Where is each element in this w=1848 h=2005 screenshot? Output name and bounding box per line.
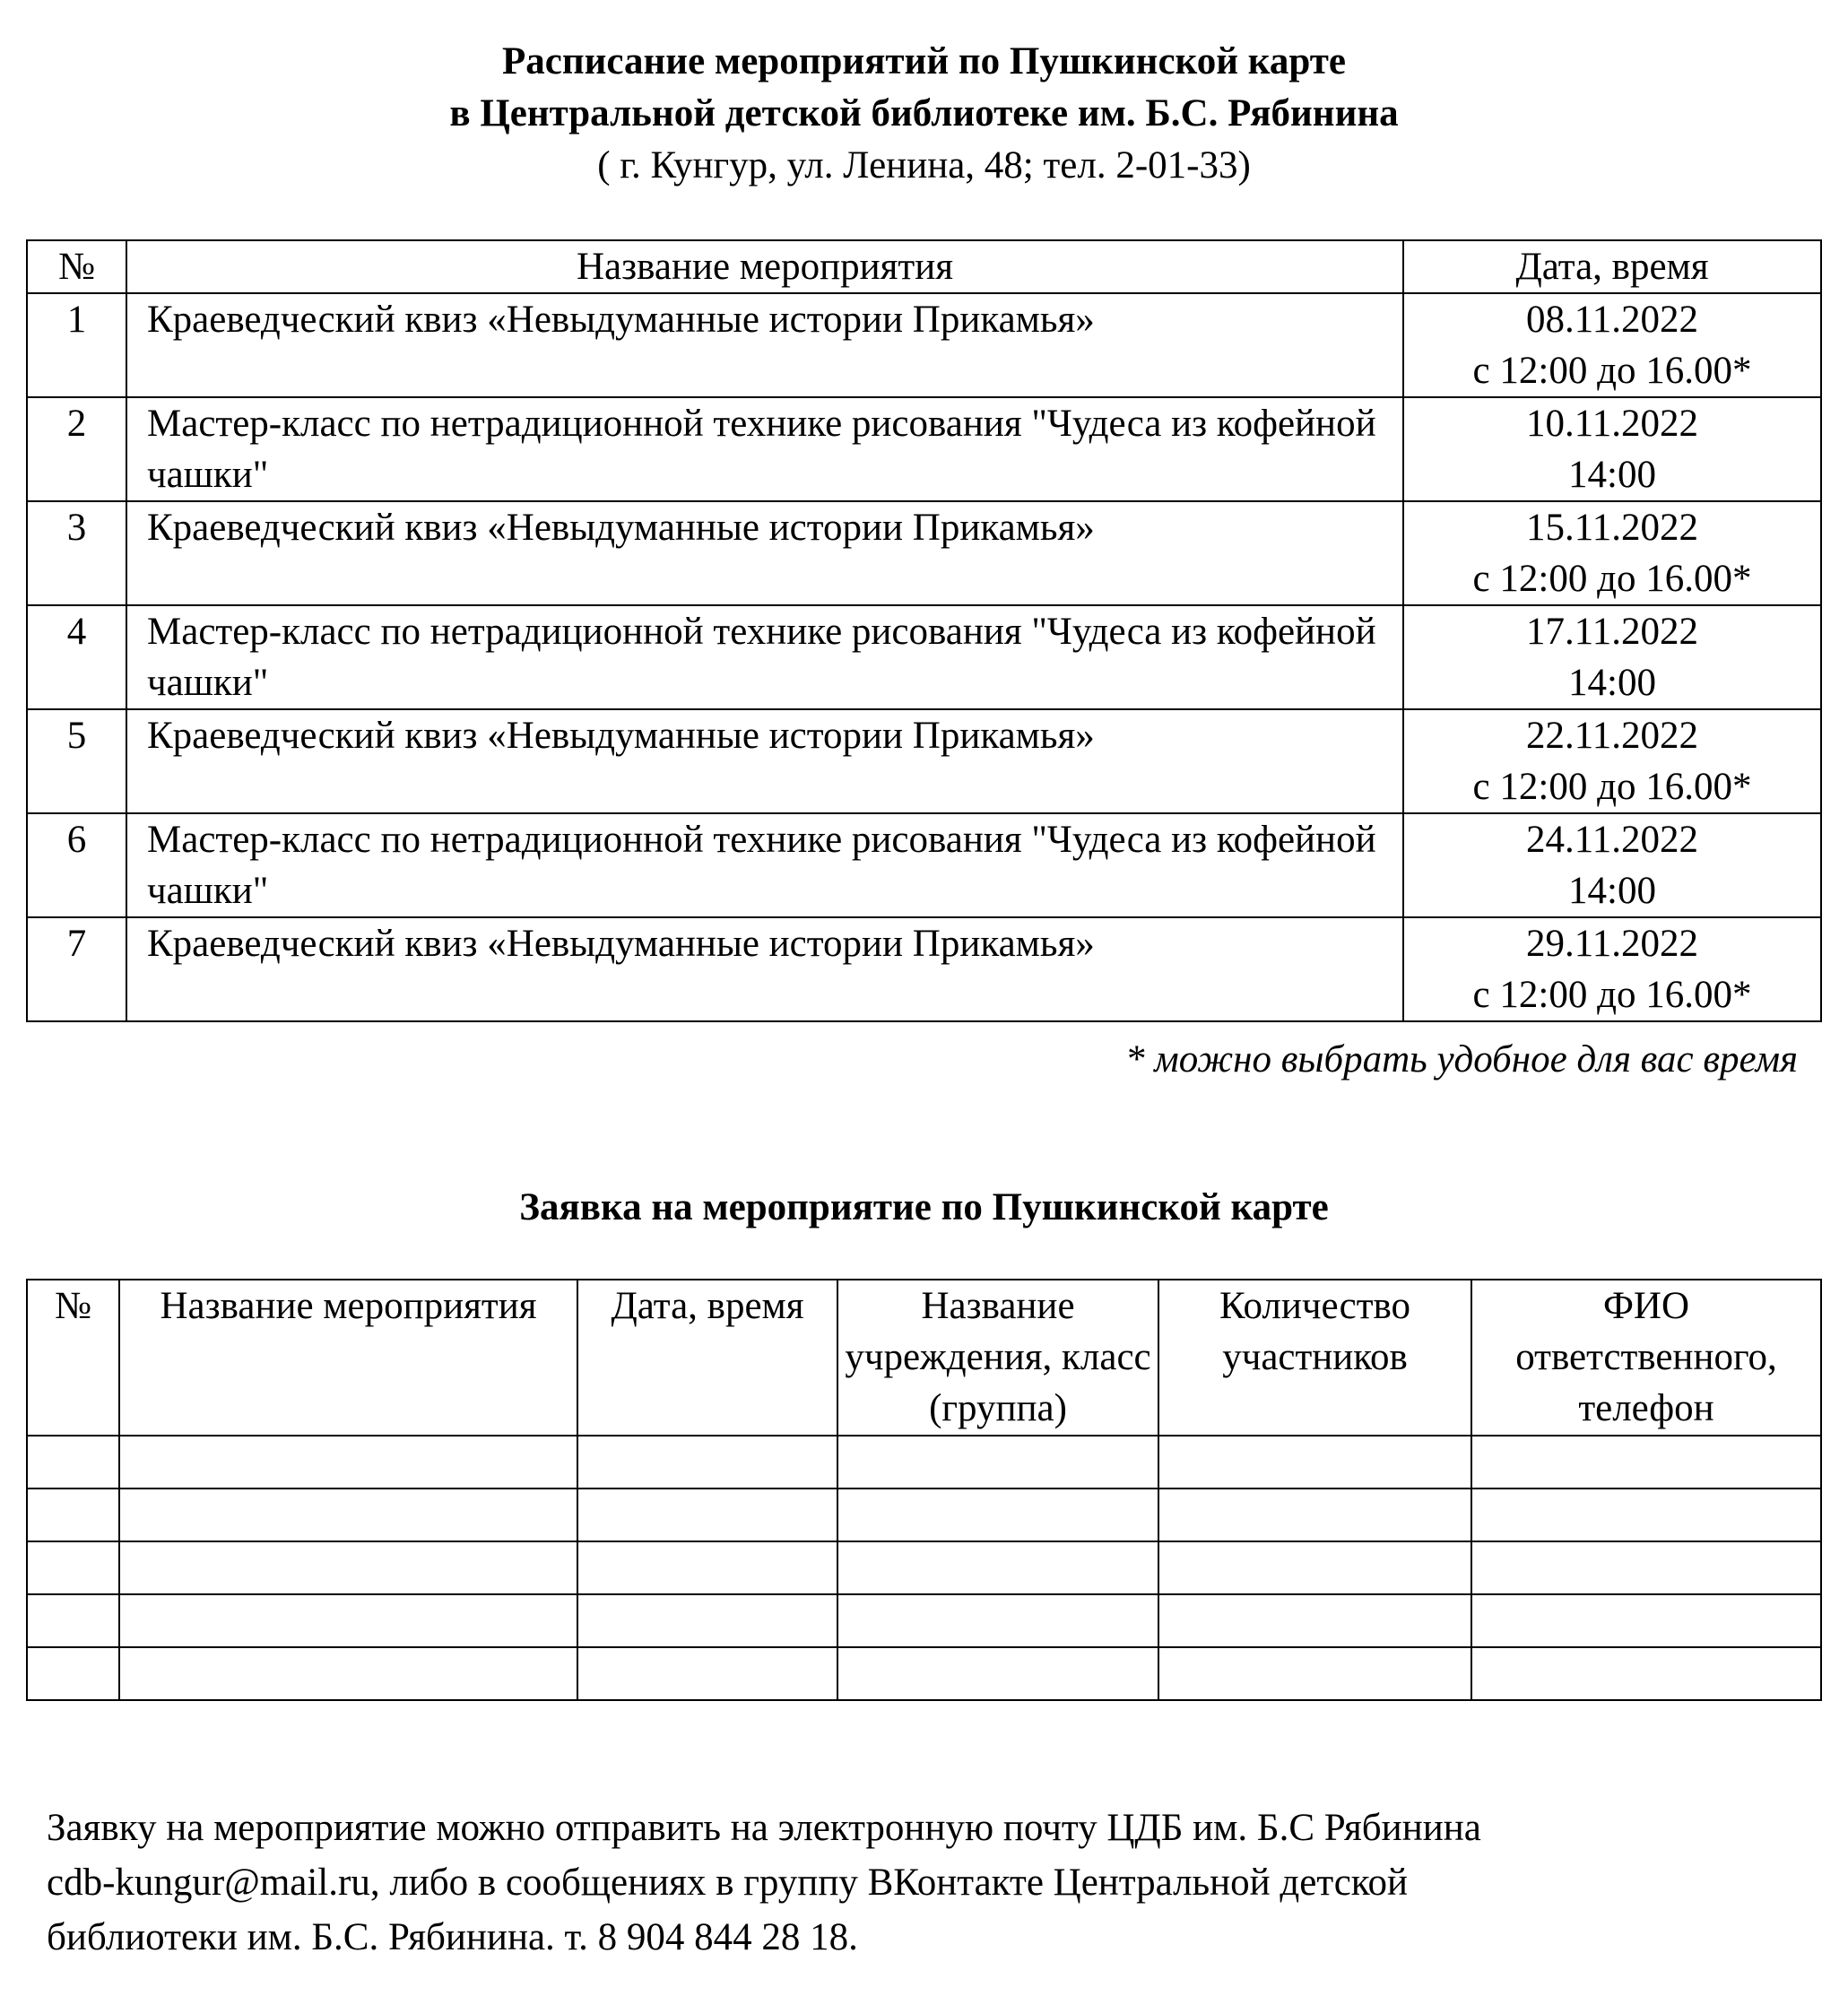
event-datetime — [1403, 709, 1821, 813]
event-date: 17.11.2022 — [1526, 611, 1698, 653]
note-line: cdb-kungur@mail.ru, либо в сообщениях в группу ВКонтакте Центральной детской — [47, 1862, 1409, 1904]
note-line: Заявку на мероприятие можно отправить на электронную почту ЦДБ им. Б.С Рябинина — [47, 1807, 1481, 1849]
event-name: Краеведческий квиз «Невыдуманные истории Прикамья» — [126, 917, 1403, 1021]
blank-cell — [27, 1541, 119, 1594]
blank-cell — [1158, 1436, 1471, 1489]
blank-cell — [1158, 1541, 1471, 1594]
page-title-line1: Расписание мероприятий по Пушкинской карте — [502, 40, 1346, 82]
event-time: 14:00 — [1568, 454, 1656, 496]
event-time: 14:00 — [1568, 870, 1656, 912]
event-date: 15.11.2022 — [1526, 507, 1698, 549]
blank-cell — [577, 1436, 837, 1489]
schedule-col-name: Название мероприятия — [126, 240, 1403, 293]
blank-cell — [119, 1436, 577, 1489]
application-col-responsible: ФИО ответственного, телефон — [1471, 1280, 1821, 1436]
blank-cell — [1158, 1594, 1471, 1647]
event-name: Мастер-класс по нетрадиционной технике рисования "Чудеса из кофейной чашки" — [126, 397, 1403, 501]
blank-cell — [577, 1541, 837, 1594]
application-col-number: № — [27, 1280, 119, 1436]
event-time: с 12:00 до 16.00* — [1472, 974, 1752, 1016]
event-time: 14:00 — [1568, 662, 1656, 704]
address-line: ( г. Кунгур, ул. Ленина, 48; тел. 2-01-33) — [597, 144, 1251, 187]
event-date: 10.11.2022 — [1526, 403, 1698, 445]
application-header-row — [27, 1280, 1821, 1436]
blank-cell — [837, 1647, 1158, 1700]
application-col-participants: Количество участников — [1158, 1280, 1471, 1436]
page-title-line2: в Центральной детской библиотеке им. Б.С. Рябинина — [449, 92, 1399, 135]
event-name: Мастер-класс по нетрадиционной технике рисования "Чудеса из кофейной чашки" — [126, 605, 1403, 709]
table-row — [27, 709, 1821, 813]
event-datetime — [1403, 917, 1821, 1021]
blank-cell — [1471, 1647, 1821, 1700]
blank-cell — [1471, 1489, 1821, 1541]
table-row — [27, 1489, 1821, 1541]
table-row — [27, 1541, 1821, 1594]
event-datetime — [1403, 501, 1821, 605]
event-name: Краеведческий квиз «Невыдуманные истории Прикамья» — [126, 293, 1403, 397]
event-name: Мастер-класс по нетрадиционной технике рисования "Чудеса из кофейной чашки" — [126, 813, 1403, 917]
row-number: 6 — [27, 813, 126, 917]
application-col-datetime: Дата, время — [577, 1280, 837, 1436]
blank-cell — [27, 1436, 119, 1489]
blank-cell — [1471, 1541, 1821, 1594]
table-row — [27, 917, 1821, 1021]
schedule-col-number: № — [27, 240, 126, 293]
event-datetime — [1403, 813, 1821, 917]
blank-cell — [837, 1594, 1158, 1647]
note-line: библиотеки им. Б.С. Рябинина. т. 8 904 844 28 18. — [47, 1916, 858, 1958]
event-date: 24.11.2022 — [1526, 819, 1698, 861]
event-time: с 12:00 до 16.00* — [1472, 350, 1752, 392]
event-date: 08.11.2022 — [1526, 299, 1698, 341]
row-number: 1 — [27, 293, 126, 397]
blank-cell — [27, 1647, 119, 1700]
table-row — [27, 813, 1821, 917]
table-row — [27, 1647, 1821, 1700]
blank-cell — [1158, 1647, 1471, 1700]
schedule-table — [26, 239, 1822, 1022]
table-row — [27, 605, 1821, 709]
blank-cell — [1158, 1489, 1471, 1541]
blank-cell — [27, 1594, 119, 1647]
event-time: с 12:00 до 16.00* — [1472, 766, 1752, 808]
row-number: 4 — [27, 605, 126, 709]
document-header — [0, 36, 1848, 192]
event-name: Краеведческий квиз «Невыдуманные истории Прикамья» — [126, 501, 1403, 605]
row-number: 2 — [27, 397, 126, 501]
application-col-institution: Название учреждения, класс (группа) — [837, 1280, 1158, 1436]
contact-note — [47, 1801, 1804, 1965]
event-datetime — [1403, 397, 1821, 501]
blank-cell — [837, 1436, 1158, 1489]
application-table — [26, 1279, 1822, 1701]
blank-cell — [119, 1489, 577, 1541]
application-col-event-name: Название мероприятия — [119, 1280, 577, 1436]
blank-cell — [119, 1647, 577, 1700]
blank-cell — [577, 1647, 837, 1700]
blank-cell — [1471, 1436, 1821, 1489]
blank-cell — [119, 1594, 577, 1647]
table-row — [27, 293, 1821, 397]
blank-cell — [27, 1489, 119, 1541]
row-number: 5 — [27, 709, 126, 813]
row-number: 7 — [27, 917, 126, 1021]
blank-cell — [837, 1489, 1158, 1541]
table-row — [27, 501, 1821, 605]
schedule-footnote: * можно выбрать удобное для вас время — [1125, 1038, 1798, 1081]
event-datetime — [1403, 605, 1821, 709]
table-row — [27, 1436, 1821, 1489]
application-title: Заявка на мероприятие по Пушкинской карте — [519, 1186, 1329, 1228]
event-date: 29.11.2022 — [1526, 923, 1698, 965]
row-number: 3 — [27, 501, 126, 605]
event-date: 22.11.2022 — [1526, 715, 1698, 757]
event-datetime — [1403, 293, 1821, 397]
event-name: Краеведческий квиз «Невыдуманные истории Прикамья» — [126, 709, 1403, 813]
schedule-header-row — [27, 240, 1821, 293]
event-time: с 12:00 до 16.00* — [1472, 558, 1752, 600]
blank-cell — [119, 1541, 577, 1594]
schedule-col-date: Дата, время — [1403, 240, 1821, 293]
blank-cell — [837, 1541, 1158, 1594]
blank-cell — [577, 1489, 837, 1541]
table-row — [27, 397, 1821, 501]
table-row — [27, 1594, 1821, 1647]
blank-cell — [1471, 1594, 1821, 1647]
blank-cell — [577, 1594, 837, 1647]
